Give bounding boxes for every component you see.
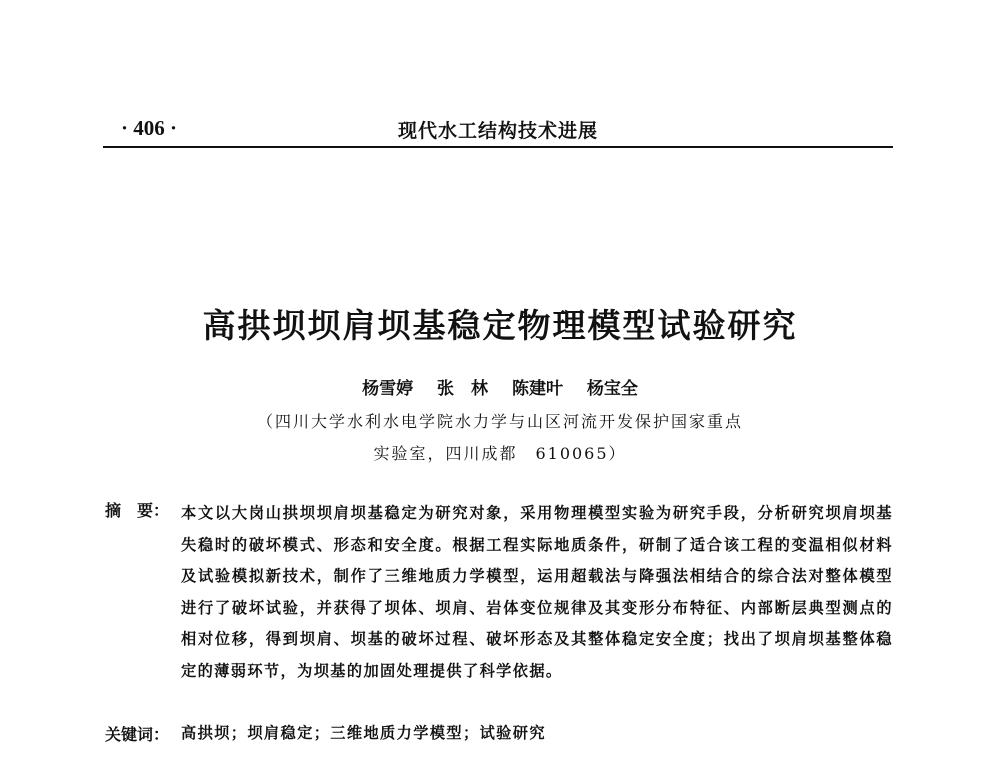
- abstract-text: 本文以大岗山拱坝坝肩坝基稳定为研究对象，采用物理模型实验为研究手段，分析研究坝肩坝基失稳时的破坏模式、形态和安全度。根据工程实际地质条件，研制了适合该工程的变温相似材料及试验模拟新技术，制作了三维地质力学模型，运用超载法与降强法相结合的综合法对整体模型进行了破坏试验，并获得了坝体、坝肩、岩体变位规律及其变形分布特征、内部断层典型测点的相对位移，得到坝肩、坝基的破坏过程、破坏形态及其整体稳定安全度；找出了坝肩坝基整体稳定的薄弱环节，为坝基的加固处理提供了科学依据。: [181, 504, 893, 680]
- journal-title: 现代水工结构技术进展: [398, 120, 599, 142]
- keywords-text: 高拱坝；坝肩稳定；三维地质力学模型；试验研究: [181, 724, 546, 742]
- author: 张 林: [437, 379, 489, 399]
- author: 杨宝全: [586, 379, 638, 399]
- article-title: 高拱坝坝肩坝基稳定物理模型试验研究: [202, 306, 798, 345]
- author: 陈建叶: [511, 379, 563, 399]
- page-header: [103, 110, 893, 144]
- affiliation-line-1: （四川大学水利水电学院水力学与山区河流开发保护国家重点: [256, 412, 743, 431]
- affiliation-line-2: 实验室，四川成都 610065）: [373, 444, 627, 463]
- abstract-label: 摘 要：: [105, 501, 170, 520]
- author-list: [0, 374, 1000, 399]
- keywords-label: 关键词：: [105, 725, 170, 744]
- author: 杨雪婷: [362, 379, 414, 399]
- header-rule: [103, 146, 893, 148]
- page-number: · 406 ·: [121, 116, 178, 140]
